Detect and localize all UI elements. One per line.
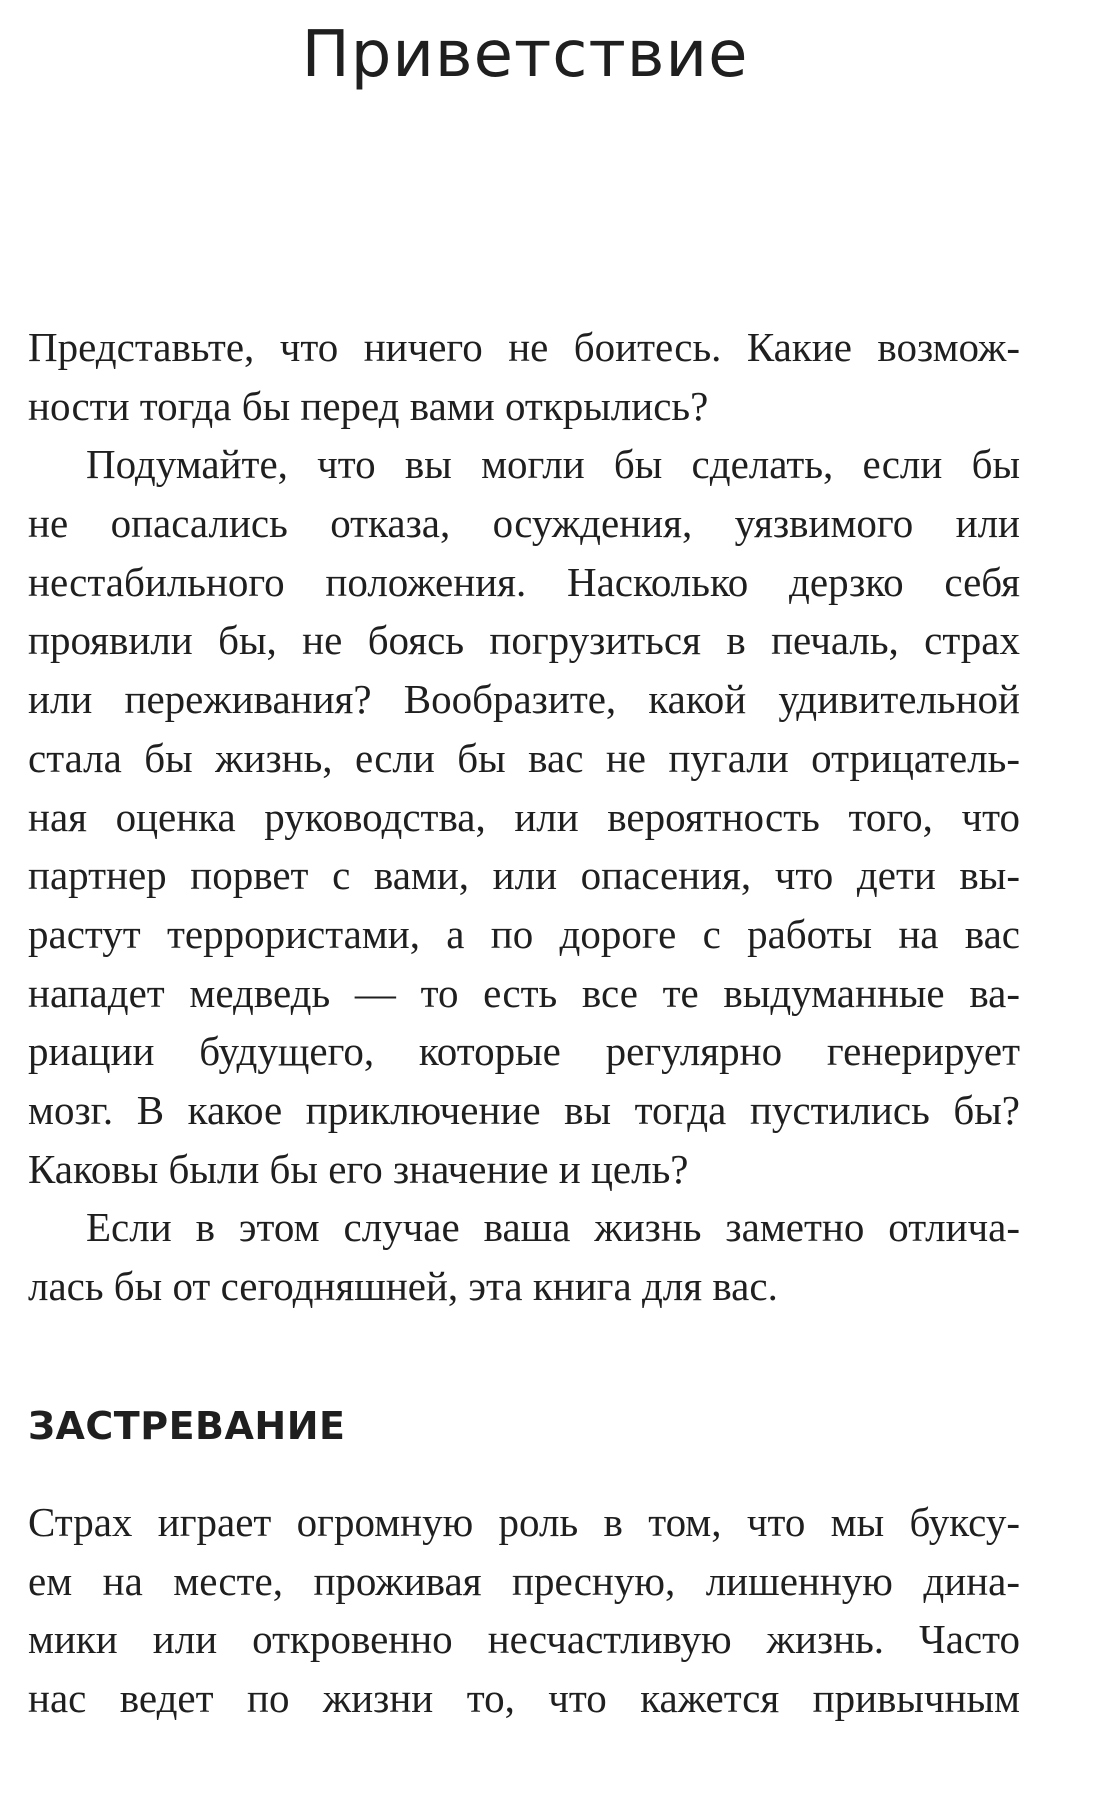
text-line: лась бы от сегодняшней, эта книга для вас.: [28, 1263, 778, 1309]
text-line: ности тогда бы перед вами открылись?: [28, 382, 709, 429]
paragraph: [28, 435, 1020, 1198]
text-line: проявили бы, не боясь погрузиться в печаль, страх: [28, 617, 1020, 664]
text-line: риации будущего, которые регулярно генерирует: [28, 1028, 1020, 1075]
text-line: не опасались отказа, осуждения, уязвимого или: [28, 500, 1020, 547]
text-line: нас ведет по жизни то, что кажется привычным: [28, 1675, 1020, 1722]
paragraph: [28, 1198, 1020, 1315]
text-line: нападет медведь — то есть все те выдуманные ва-: [28, 969, 1020, 1016]
text-line: растут террористами, а по дороге с работы на вас: [28, 910, 1020, 957]
text-line: мозг. В какое приключение вы тогда пустились бы?: [28, 1086, 1020, 1133]
text-line: ем на месте, проживая пресную, лишенную дина-: [28, 1557, 1020, 1604]
text-line: Если в этом случае ваша жизнь заметно отлича-: [86, 1204, 1020, 1251]
text-line: стала бы жизнь, если бы вас не пугали отрицатель-: [28, 734, 1020, 781]
text-line: партнер порвет с вами, или опасения, что дети вы-: [28, 852, 1020, 899]
text-line: Страх играет огромную роль в том, что мы буксу-: [28, 1499, 1020, 1545]
section-text: [28, 1493, 1020, 1728]
text-line: ная оценка руководства, или вероятность того, что: [28, 793, 1020, 840]
paragraph: [28, 1493, 1020, 1728]
text-line: нестабильного положения. Насколько дерзко себя: [28, 558, 1020, 605]
text-line: Подумайте, что вы могли бы сделать, если бы: [86, 441, 1020, 488]
text-line: Представьте, что ничего не боитесь. Какие возмож-: [28, 324, 1020, 370]
intro-text: [28, 318, 1020, 1316]
text-line: или переживания? Вообразите, какой удивительной: [28, 676, 1020, 723]
text-line: мики или откровенно несчастливую жизнь. Часто: [28, 1616, 1020, 1663]
text-line: Каковы были бы его значение и цель?: [28, 1145, 689, 1192]
chapter-title: Приветствие: [301, 18, 749, 92]
section-heading: ЗАСТРЕВАНИЕ: [28, 1404, 346, 1448]
paragraph: [28, 318, 1020, 435]
